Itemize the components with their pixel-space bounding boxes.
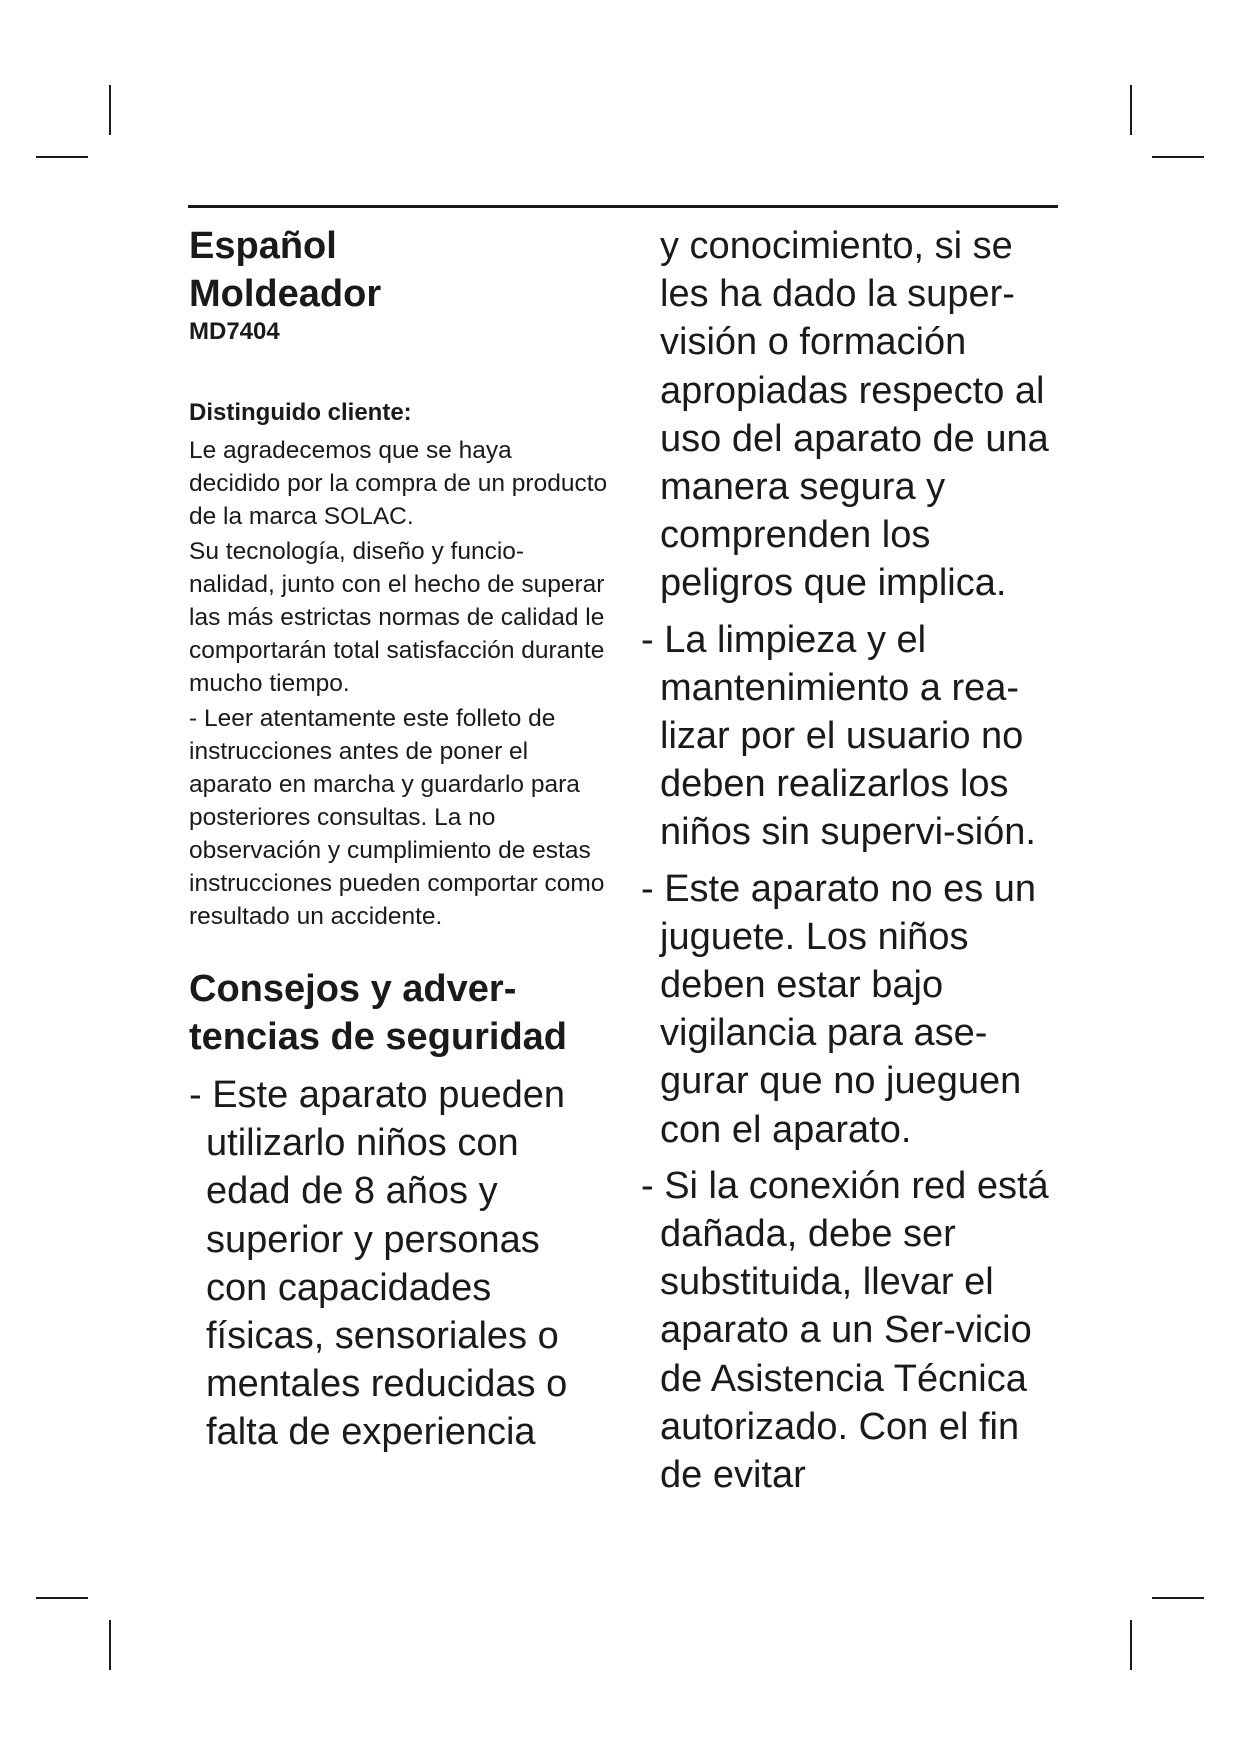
safety-item-continued: y conocimiento, si se les ha dado la super-visión o formación apropiadas respecto al uso del aparato de una manera segura y comprenden los peligros que implica. <box>660 225 1049 605</box>
crop-mark-top-left-vertical <box>109 85 111 135</box>
crop-mark-top-left-horizontal <box>36 156 88 158</box>
safety-item: - La limpieza y el mantenimiento a rea-lizar por el usuario no deben realizarlos los niños sin supervi-sión. <box>641 618 1036 854</box>
safety-section-title: Consejos y adver-tencias de seguridad <box>189 968 568 1058</box>
language-heading: Español <box>189 225 337 267</box>
header-rule <box>188 205 1058 208</box>
safety-item: - Este aparato no es un juguete. Los niños deben estar bajo vigilancia para ase-gurar que no jueguen con el aparato. <box>641 867 1037 1151</box>
crop-mark-top-right-horizontal <box>1152 156 1204 158</box>
intro-paragraph: - Leer atentamente este folleto de instrucciones antes de poner el aparato en marcha y guardarlo para posteriores consultas. La no observación y cumplimiento de estas instrucciones pueden comportar como resultado un accidente. <box>189 705 605 930</box>
product-heading: Moldeador <box>189 273 382 315</box>
crop-mark-top-right-vertical <box>1130 85 1132 135</box>
crop-mark-bottom-left-vertical <box>109 1620 111 1670</box>
crop-mark-bottom-left-horizontal <box>36 1597 88 1599</box>
model-number: MD7404 <box>189 318 280 345</box>
left-column <box>189 222 609 1457</box>
intro-paragraph: Le agradecemos que se haya decidido por la compra de un producto de la marca SOLAC. <box>189 437 608 530</box>
safety-item: - Este aparato pueden utilizarlo niños con edad de 8 años y superior y personas con capacidades físicas, sensoriales o mentales reducidas o falta de experiencia <box>189 1074 568 1454</box>
safety-item: - Si la conexión red está dañada, debe ser substituida, llevar el aparato a un Ser-vicio de Asistencia Técnica autorizado. Con el fin de evitar <box>641 1164 1049 1497</box>
right-column <box>640 222 1070 1499</box>
intro-paragraph: Su tecnología, diseño y funcio-nalidad, junto con el hecho de superar las más estrictas normas de calidad le comportarán total satisfacción durante mucho tiempo. <box>189 538 605 697</box>
crop-mark-bottom-right-horizontal <box>1152 1597 1204 1599</box>
greeting: Distinguido cliente: <box>189 399 412 426</box>
crop-mark-bottom-right-vertical <box>1130 1620 1132 1670</box>
